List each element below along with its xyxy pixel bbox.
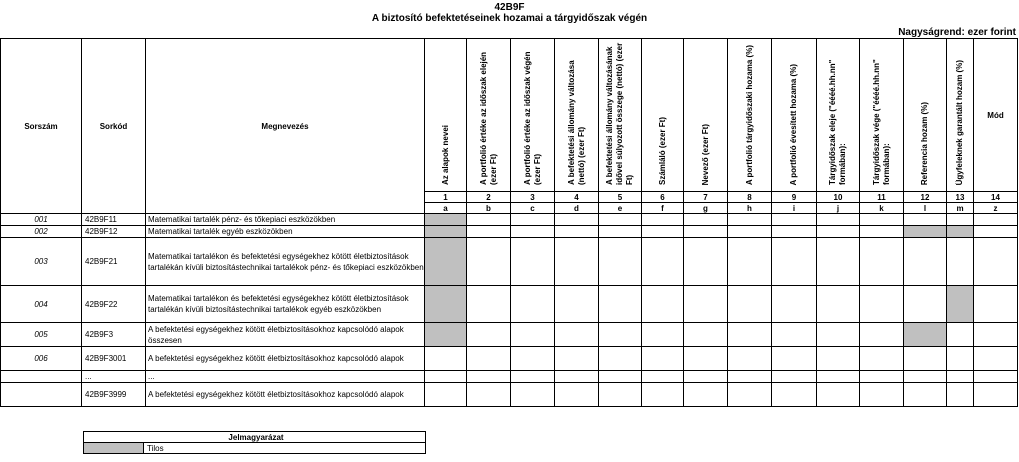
col-header-4: A befektetési állomány változása (nettó) (ezer Ft) bbox=[555, 39, 599, 192]
row-sorkod: 42B9F3999 bbox=[82, 383, 146, 407]
report-table bbox=[0, 38, 1018, 407]
data-cell[interactable] bbox=[555, 226, 599, 238]
data-cell[interactable] bbox=[817, 323, 860, 347]
col-letter: d bbox=[555, 203, 599, 214]
data-cell[interactable] bbox=[974, 371, 1018, 383]
form-code: 42B9F bbox=[494, 2, 525, 13]
col-header-14: Mód bbox=[974, 39, 1018, 192]
col-number: 12 bbox=[904, 192, 947, 203]
data-cell[interactable] bbox=[817, 214, 860, 226]
col-header-13: Ügyfeleknek garantált hozam (%) bbox=[947, 39, 974, 192]
table-row bbox=[1, 214, 1018, 226]
col-header-megnevezes: Megnevezés bbox=[146, 39, 425, 214]
cell-forbidden bbox=[947, 286, 974, 323]
data-cell[interactable] bbox=[555, 286, 599, 323]
row-sorkod: 42B9F21 bbox=[82, 238, 146, 286]
col-header-3: A portfolió értéke az időszak végén (ezer Ft) bbox=[511, 39, 555, 192]
data-cell[interactable] bbox=[817, 371, 860, 383]
data-cell[interactable] bbox=[511, 226, 555, 238]
col-letter: f bbox=[642, 203, 684, 214]
data-cell[interactable] bbox=[555, 383, 599, 407]
col-header-5: A befektetési állomány változásának idővel súlyozott összege (nettó) (ezer Ft) bbox=[599, 39, 642, 192]
data-cell[interactable] bbox=[511, 238, 555, 286]
col-header-8: A portfolió tárgyidőszaki hozama (%) bbox=[728, 39, 772, 192]
data-cell[interactable] bbox=[974, 238, 1018, 286]
data-cell[interactable] bbox=[467, 347, 511, 371]
data-cell[interactable] bbox=[728, 238, 772, 286]
data-cell[interactable] bbox=[904, 371, 947, 383]
data-cell[interactable] bbox=[947, 238, 974, 286]
data-cell[interactable] bbox=[817, 286, 860, 323]
data-cell[interactable] bbox=[684, 371, 728, 383]
col-header-12: Referencia hozam (%) bbox=[904, 39, 947, 192]
data-cell[interactable] bbox=[947, 347, 974, 371]
col-header-9: A portfolió évesített hozama (%) bbox=[772, 39, 817, 192]
data-cell[interactable] bbox=[772, 383, 817, 407]
data-cell[interactable] bbox=[599, 371, 642, 383]
row-megnevezes: Matematikai tartalék pénz- és tőkepiaci eszközökben bbox=[146, 214, 425, 226]
data-cell[interactable] bbox=[599, 238, 642, 286]
row-sorszam: 002 bbox=[1, 226, 82, 238]
data-cell[interactable] bbox=[425, 347, 467, 371]
col-number: 4 bbox=[555, 192, 599, 203]
row-sorszam bbox=[1, 371, 82, 383]
data-cell[interactable] bbox=[728, 226, 772, 238]
data-cell[interactable] bbox=[642, 383, 684, 407]
data-cell[interactable] bbox=[860, 214, 904, 226]
col-header-2: A portfolió értéke az időszak elején (ezer Ft) bbox=[467, 39, 511, 192]
data-cell[interactable] bbox=[772, 323, 817, 347]
col-number: 6 bbox=[642, 192, 684, 203]
data-cell[interactable] bbox=[511, 371, 555, 383]
data-cell[interactable] bbox=[772, 347, 817, 371]
table-row bbox=[1, 383, 1018, 407]
data-cell[interactable] bbox=[555, 323, 599, 347]
col-number: 1 bbox=[425, 192, 467, 203]
table-row bbox=[1, 238, 1018, 286]
col-letter: a bbox=[425, 203, 467, 214]
data-cell[interactable] bbox=[904, 347, 947, 371]
data-cell[interactable] bbox=[599, 214, 642, 226]
data-cell[interactable] bbox=[860, 226, 904, 238]
data-cell[interactable] bbox=[904, 286, 947, 323]
col-number: 9 bbox=[772, 192, 817, 203]
legend-table bbox=[83, 431, 426, 454]
row-megnevezes: A befektetési egységekhez kötött életbiztosításokhoz kapcsolódó alapok bbox=[146, 383, 425, 407]
cell-forbidden bbox=[904, 226, 947, 238]
col-letter: j bbox=[817, 203, 860, 214]
row-megnevezes: ... bbox=[146, 371, 425, 383]
row-sorszam: 004 bbox=[1, 286, 82, 323]
data-cell[interactable] bbox=[555, 238, 599, 286]
data-cell[interactable] bbox=[904, 383, 947, 407]
data-cell[interactable] bbox=[728, 286, 772, 323]
data-cell[interactable] bbox=[728, 347, 772, 371]
data-cell[interactable] bbox=[974, 286, 1018, 323]
row-megnevezes: Matematikai tartalékon és befektetési egységekhez kötött életbiztosítások tartalékán kívüli biztosítástechnikai tartalékok egyéb eszközökben bbox=[146, 286, 425, 323]
row-megnevezes: Matematikai tartalék egyéb eszközökben bbox=[146, 226, 425, 238]
col-header-sorszam: Sorszám bbox=[1, 39, 82, 214]
col-letter: b bbox=[467, 203, 511, 214]
data-cell[interactable] bbox=[467, 323, 511, 347]
data-cell[interactable] bbox=[772, 238, 817, 286]
col-header-6: Számláló (ezer Ft) bbox=[642, 39, 684, 192]
col-number: 3 bbox=[511, 192, 555, 203]
data-cell[interactable] bbox=[817, 383, 860, 407]
form-title: A biztosító befektetéseinek hozamai a tárgyidőszak végén bbox=[371, 13, 648, 24]
table-row bbox=[1, 226, 1018, 238]
col-letter: m bbox=[947, 203, 974, 214]
data-cell[interactable] bbox=[511, 347, 555, 371]
cell-forbidden bbox=[947, 226, 974, 238]
data-cell[interactable] bbox=[555, 214, 599, 226]
data-cell[interactable] bbox=[728, 214, 772, 226]
col-letter: h bbox=[728, 203, 772, 214]
col-number: 14 bbox=[974, 192, 1018, 203]
data-cell[interactable] bbox=[684, 323, 728, 347]
header-row bbox=[1, 39, 1018, 192]
data-cell[interactable] bbox=[860, 371, 904, 383]
cell-forbidden bbox=[425, 214, 467, 226]
data-cell[interactable] bbox=[642, 371, 684, 383]
col-header-1: Az alapok nevei bbox=[425, 39, 467, 192]
data-cell[interactable] bbox=[947, 383, 974, 407]
data-cell[interactable] bbox=[684, 238, 728, 286]
col-letter: g bbox=[684, 203, 728, 214]
col-number: 10 bbox=[817, 192, 860, 203]
table-row bbox=[1, 347, 1018, 371]
row-megnevezes: A befektetési egységekhez kötött életbiztosításokhoz kapcsolódó alapok összesen bbox=[146, 323, 425, 347]
row-sorkod: 42B9F3001 bbox=[82, 347, 146, 371]
row-sorszam: 003 bbox=[1, 238, 82, 286]
col-number: 2 bbox=[467, 192, 511, 203]
col-number: 11 bbox=[860, 192, 904, 203]
row-megnevezes: Matematikai tartalékon és befektetési egységekhez kötött életbiztosítások tartalékán kívüli biztosítástechnikai tartalékok pénz- és tőkepiaci eszközökben bbox=[146, 238, 425, 286]
table-row bbox=[1, 371, 1018, 383]
col-letter: l bbox=[904, 203, 947, 214]
data-cell[interactable] bbox=[467, 383, 511, 407]
data-cell[interactable] bbox=[974, 347, 1018, 371]
data-cell[interactable] bbox=[599, 383, 642, 407]
data-cell[interactable] bbox=[642, 214, 684, 226]
data-cell[interactable] bbox=[728, 371, 772, 383]
data-cell[interactable] bbox=[974, 226, 1018, 238]
data-cell[interactable] bbox=[728, 383, 772, 407]
data-cell[interactable] bbox=[511, 383, 555, 407]
data-cell[interactable] bbox=[642, 226, 684, 238]
row-sorszam: 001 bbox=[1, 214, 82, 226]
cell-forbidden bbox=[425, 286, 467, 323]
data-cell[interactable] bbox=[974, 214, 1018, 226]
unit-label: Nagyságrend: ezer forint bbox=[898, 27, 1016, 38]
data-cell[interactable] bbox=[860, 347, 904, 371]
legend-label: Tilos bbox=[144, 443, 426, 454]
row-sorszam: 005 bbox=[1, 323, 82, 347]
data-cell[interactable] bbox=[684, 383, 728, 407]
data-cell[interactable] bbox=[684, 286, 728, 323]
col-letter: z bbox=[974, 203, 1018, 214]
row-sorkod: 42B9F22 bbox=[82, 286, 146, 323]
data-cell[interactable] bbox=[599, 286, 642, 323]
data-cell[interactable] bbox=[684, 214, 728, 226]
data-cell[interactable] bbox=[817, 238, 860, 286]
col-header-10: Tárgyidőszak eleje ("éééé.hh.nn" formában): bbox=[817, 39, 860, 192]
table-row bbox=[1, 323, 1018, 347]
data-cell[interactable] bbox=[860, 238, 904, 286]
cell-forbidden bbox=[904, 323, 947, 347]
row-sorkod: 42B9F11 bbox=[82, 214, 146, 226]
col-header-11: Tárgyidőszak vége ("éééé.hh.nn" formában): bbox=[860, 39, 904, 192]
data-cell[interactable] bbox=[555, 347, 599, 371]
data-cell[interactable] bbox=[772, 214, 817, 226]
col-header-sorkod: Sorkód bbox=[82, 39, 146, 214]
col-header-7: Nevező (ezer Ft) bbox=[684, 39, 728, 192]
row-sorszam: 006 bbox=[1, 347, 82, 371]
data-cell[interactable] bbox=[642, 238, 684, 286]
data-cell[interactable] bbox=[772, 371, 817, 383]
data-cell[interactable] bbox=[904, 238, 947, 286]
data-cell[interactable] bbox=[467, 371, 511, 383]
col-letter: e bbox=[599, 203, 642, 214]
data-cell[interactable] bbox=[817, 226, 860, 238]
data-cell[interactable] bbox=[974, 383, 1018, 407]
data-cell[interactable] bbox=[860, 286, 904, 323]
cell-forbidden bbox=[425, 238, 467, 286]
data-cell[interactable] bbox=[947, 323, 974, 347]
data-cell[interactable] bbox=[947, 371, 974, 383]
row-sorszam bbox=[1, 383, 82, 407]
data-cell[interactable] bbox=[599, 347, 642, 371]
cell-forbidden bbox=[425, 226, 467, 238]
data-cell[interactable] bbox=[772, 286, 817, 323]
data-cell[interactable] bbox=[642, 286, 684, 323]
col-letter: i bbox=[772, 203, 817, 214]
col-number: 7 bbox=[684, 192, 728, 203]
data-cell[interactable] bbox=[511, 323, 555, 347]
data-cell[interactable] bbox=[772, 226, 817, 238]
row-sorkod: ... bbox=[82, 371, 146, 383]
data-cell[interactable] bbox=[425, 371, 467, 383]
data-cell[interactable] bbox=[467, 226, 511, 238]
data-cell[interactable] bbox=[684, 347, 728, 371]
data-cell[interactable] bbox=[467, 214, 511, 226]
legend-title: Jelmagyarázat bbox=[84, 432, 426, 443]
data-cell[interactable] bbox=[467, 286, 511, 323]
row-sorkod: 42B9F3 bbox=[82, 323, 146, 347]
col-number: 13 bbox=[947, 192, 974, 203]
data-cell[interactable] bbox=[860, 323, 904, 347]
data-cell[interactable] bbox=[684, 226, 728, 238]
col-number: 5 bbox=[599, 192, 642, 203]
data-cell[interactable] bbox=[642, 323, 684, 347]
data-cell[interactable] bbox=[974, 323, 1018, 347]
data-cell[interactable] bbox=[728, 323, 772, 347]
table-row bbox=[1, 286, 1018, 323]
data-cell[interactable] bbox=[947, 214, 974, 226]
legend-swatch bbox=[84, 443, 144, 454]
data-cell[interactable] bbox=[511, 286, 555, 323]
data-cell[interactable] bbox=[817, 347, 860, 371]
data-cell[interactable] bbox=[599, 323, 642, 347]
data-cell[interactable] bbox=[904, 214, 947, 226]
col-letter: k bbox=[860, 203, 904, 214]
data-cell[interactable] bbox=[642, 347, 684, 371]
row-megnevezes: A befektetési egységekhez kötött életbiztosításokhoz kapcsolódó alapok bbox=[146, 347, 425, 371]
cell-forbidden bbox=[425, 323, 467, 347]
data-cell[interactable] bbox=[599, 226, 642, 238]
data-cell[interactable] bbox=[511, 214, 555, 226]
col-number: 8 bbox=[728, 192, 772, 203]
data-cell[interactable] bbox=[425, 383, 467, 407]
data-cell[interactable] bbox=[555, 371, 599, 383]
data-cell[interactable] bbox=[467, 238, 511, 286]
data-cell[interactable] bbox=[860, 383, 904, 407]
col-letter: c bbox=[511, 203, 555, 214]
row-sorkod: 42B9F12 bbox=[82, 226, 146, 238]
